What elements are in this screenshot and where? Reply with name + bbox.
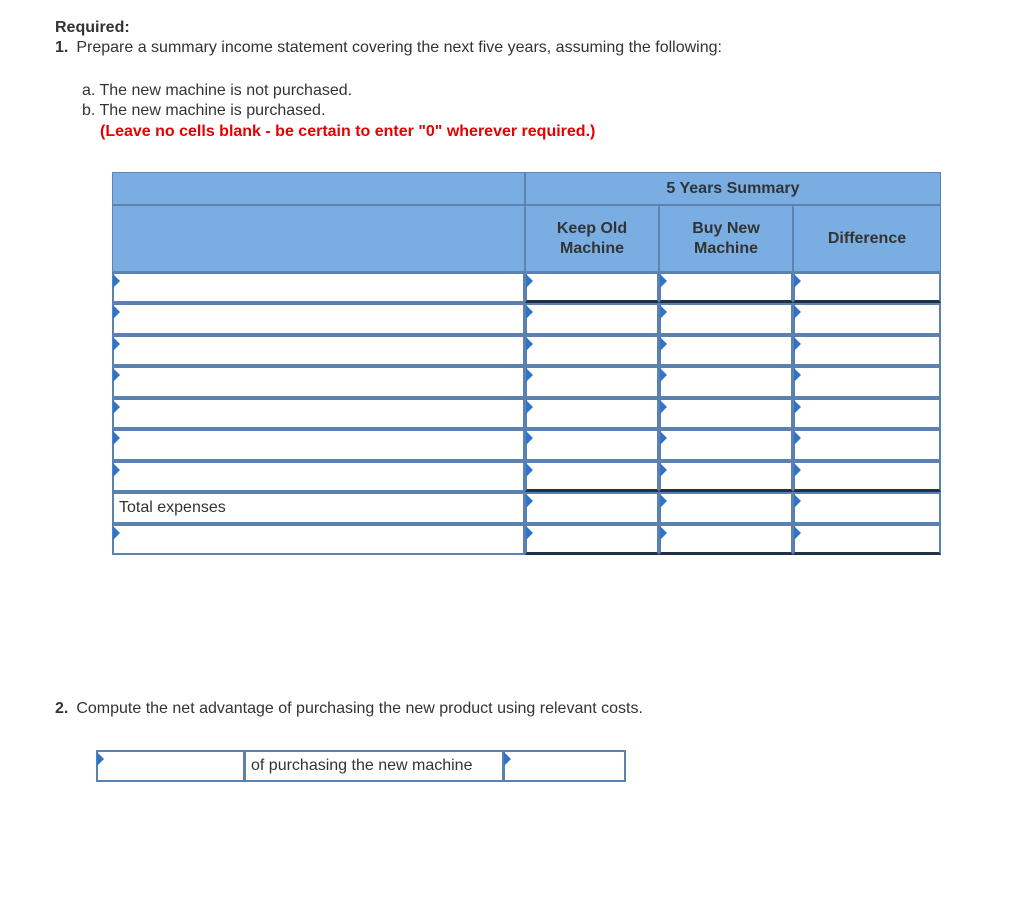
- row-9-keep-input[interactable]: [525, 524, 659, 555]
- net-advantage-label: of purchasing the new machine: [245, 750, 504, 782]
- row-5-buy-input[interactable]: [659, 398, 793, 429]
- row-3-diff-input[interactable]: [793, 335, 941, 366]
- required-heading: Required:: [55, 19, 130, 36]
- header-buy-line1: Buy New: [692, 219, 760, 237]
- input-marker-icon: [113, 431, 120, 445]
- option-b: b. The new machine is purchased.: [82, 102, 326, 119]
- input-marker-icon: [113, 526, 120, 540]
- total-expenses-diff-input[interactable]: [793, 492, 941, 524]
- row-7-diff-input[interactable]: [793, 461, 941, 492]
- input-marker-icon: [660, 368, 667, 382]
- row-3-label-input[interactable]: [112, 335, 525, 366]
- summary-income-table: [112, 172, 941, 555]
- row-3-keep-input[interactable]: [525, 335, 659, 366]
- header-keep-old-machine: [525, 205, 659, 272]
- input-marker-icon: [504, 752, 511, 766]
- row-7-buy-input[interactable]: [659, 461, 793, 492]
- header-5-years-summary: 5 Years Summary: [525, 172, 941, 205]
- input-marker-icon: [660, 400, 667, 414]
- input-marker-icon: [660, 337, 667, 351]
- input-marker-icon: [794, 305, 801, 319]
- input-marker-icon: [526, 494, 533, 508]
- input-marker-icon: [794, 337, 801, 351]
- row-1-keep-input[interactable]: [525, 272, 659, 303]
- question-2-text: Compute the net advantage of purchasing the new product using relevant costs.: [76, 700, 643, 717]
- input-marker-icon: [526, 463, 533, 477]
- question-2-number: 2.: [55, 700, 69, 717]
- total-expenses-label: Total expenses: [112, 492, 525, 524]
- input-marker-icon: [660, 431, 667, 445]
- input-marker-icon: [794, 463, 801, 477]
- header-blank-top: [112, 172, 525, 205]
- input-marker-icon: [794, 431, 801, 445]
- row-4-label-input[interactable]: [112, 366, 525, 398]
- input-marker-icon: [526, 337, 533, 351]
- option-a: a. The new machine is not purchased.: [82, 82, 353, 99]
- row-4-keep-input[interactable]: [525, 366, 659, 398]
- header-keep-line2: Machine: [559, 239, 624, 257]
- row-6-buy-input[interactable]: [659, 429, 793, 461]
- input-marker-icon: [113, 274, 120, 288]
- row-7-label-input[interactable]: [112, 461, 525, 492]
- net-advantage-type-input[interactable]: [96, 750, 245, 782]
- row-9-label-input[interactable]: [112, 524, 525, 555]
- input-marker-icon: [794, 274, 801, 288]
- row-6-diff-input[interactable]: [793, 429, 941, 461]
- row-1-diff-input[interactable]: [793, 272, 941, 303]
- row-7-keep-input[interactable]: [525, 461, 659, 492]
- header-keep-line1: Keep Old: [556, 219, 628, 237]
- input-marker-icon: [113, 463, 120, 477]
- row-4-diff-input[interactable]: [793, 366, 941, 398]
- header-blank-description: [112, 205, 525, 272]
- input-marker-icon: [660, 526, 667, 540]
- input-marker-icon: [526, 305, 533, 319]
- input-marker-icon: [660, 463, 667, 477]
- question-1: [55, 39, 722, 57]
- row-9-buy-input[interactable]: [659, 524, 793, 555]
- input-marker-icon: [113, 368, 120, 382]
- input-marker-icon: [113, 337, 120, 351]
- input-marker-icon: [113, 305, 120, 319]
- question-1-number: 1.: [55, 39, 69, 56]
- row-2-buy-input[interactable]: [659, 303, 793, 335]
- input-marker-icon: [794, 494, 801, 508]
- row-5-keep-input[interactable]: [525, 398, 659, 429]
- header-difference: Difference: [793, 205, 941, 272]
- row-6-keep-input[interactable]: [525, 429, 659, 461]
- row-1-buy-input[interactable]: [659, 272, 793, 303]
- input-marker-icon: [113, 400, 120, 414]
- input-marker-icon: [794, 368, 801, 382]
- question-1-text: Prepare a summary income statement covering the next five years, assuming the following:: [76, 39, 722, 56]
- row-3-buy-input[interactable]: [659, 335, 793, 366]
- input-marker-icon: [794, 526, 801, 540]
- header-buy-new-machine: [659, 205, 793, 272]
- net-advantage-amount-input[interactable]: [504, 750, 626, 782]
- input-marker-icon: [526, 368, 533, 382]
- input-marker-icon: [660, 305, 667, 319]
- instruction-note: (Leave no cells blank - be certain to enter "0" wherever required.): [100, 123, 596, 140]
- input-marker-icon: [794, 400, 801, 414]
- total-expenses-keep-input[interactable]: [525, 492, 659, 524]
- input-marker-icon: [526, 400, 533, 414]
- input-marker-icon: [526, 431, 533, 445]
- question-2: [55, 700, 643, 718]
- input-marker-icon: [97, 752, 104, 766]
- total-expenses-buy-input[interactable]: [659, 492, 793, 524]
- row-5-label-input[interactable]: [112, 398, 525, 429]
- row-2-keep-input[interactable]: [525, 303, 659, 335]
- row-9-diff-input[interactable]: [793, 524, 941, 555]
- row-2-diff-input[interactable]: [793, 303, 941, 335]
- row-2-label-input[interactable]: [112, 303, 525, 335]
- input-marker-icon: [526, 526, 533, 540]
- row-4-buy-input[interactable]: [659, 366, 793, 398]
- row-6-label-input[interactable]: [112, 429, 525, 461]
- row-1-label-input[interactable]: [112, 272, 525, 303]
- input-marker-icon: [660, 274, 667, 288]
- row-5-diff-input[interactable]: [793, 398, 941, 429]
- input-marker-icon: [660, 494, 667, 508]
- header-buy-line2: Machine: [693, 239, 758, 257]
- input-marker-icon: [526, 274, 533, 288]
